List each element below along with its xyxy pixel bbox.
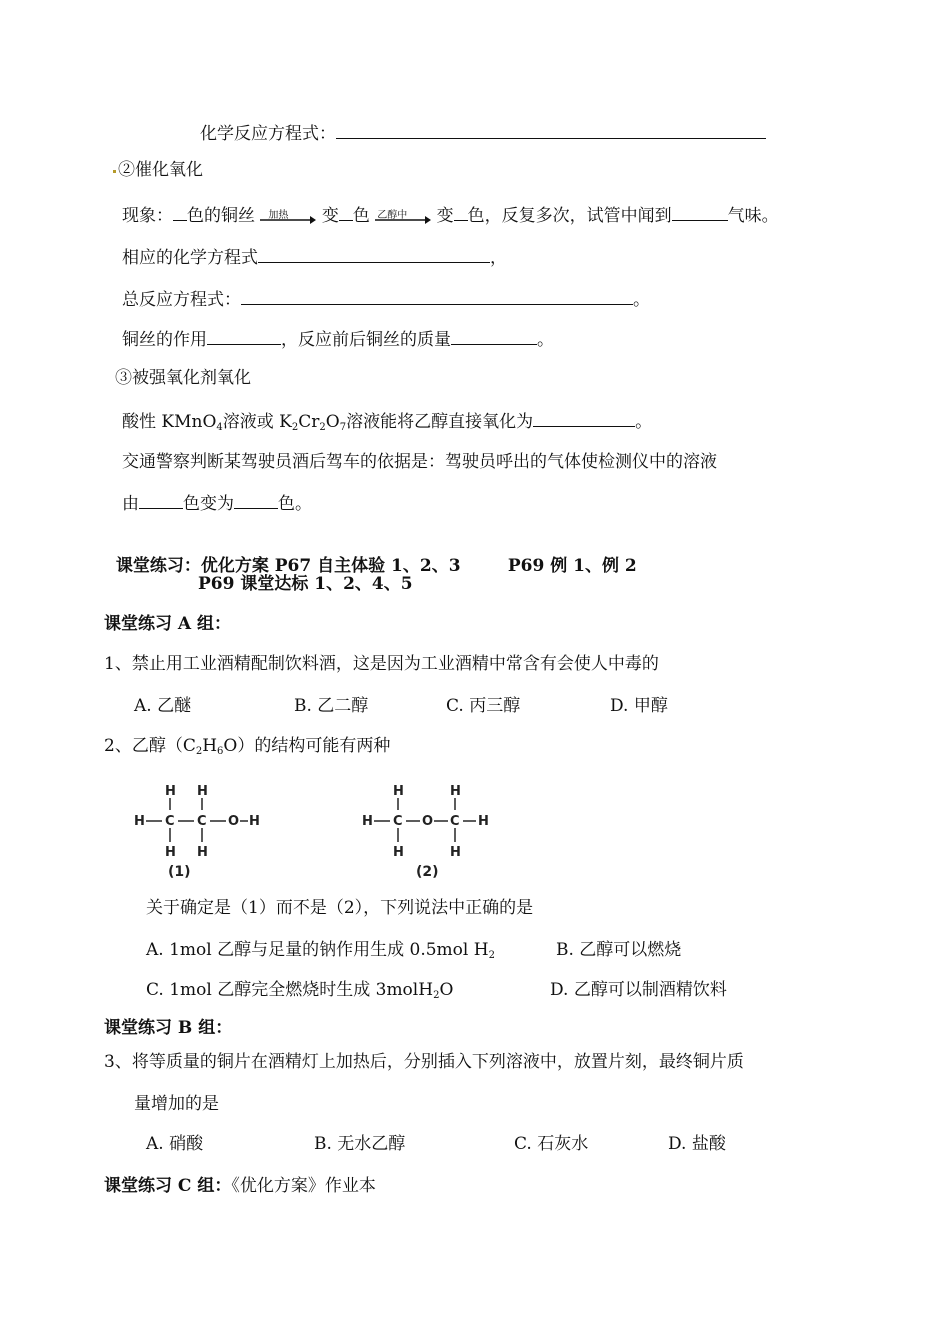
text: 2: [488, 950, 495, 961]
question-3-option-a[interactable]: [146, 1132, 203, 1156]
text: D. 盐酸: [668, 1134, 726, 1154]
text: 气味。: [727, 206, 779, 226]
question-1-option-c[interactable]: [446, 694, 520, 718]
group-c-line: [104, 1174, 376, 1198]
answer-blank[interactable]: [451, 326, 537, 345]
text: C. 1mol 乙醇完全燃烧时生成 3molH: [146, 980, 434, 1000]
atom-h: H: [450, 784, 461, 799]
text: H: [202, 736, 218, 756]
text: 《优化方案》作业本: [231, 1176, 376, 1196]
section-heading-catalytic: [113, 158, 203, 182]
text: A. 乙醚: [134, 696, 192, 716]
answer-blank[interactable]: [336, 120, 766, 139]
figure-label-2: (2): [416, 864, 439, 880]
answer-blank[interactable]: [454, 202, 468, 221]
practice-line-2: [198, 572, 413, 596]
question-3-stem-1: [104, 1050, 744, 1074]
text: 变: [321, 206, 339, 226]
text: 2: [195, 746, 203, 757]
ether-structure-2: [356, 772, 506, 882]
group-a-heading: [104, 612, 231, 636]
atom-c: C: [450, 814, 460, 829]
answer-blank[interactable]: [207, 326, 281, 345]
question-3-option-d[interactable]: [668, 1132, 726, 1156]
text: 色。: [278, 494, 312, 514]
answer-blank[interactable]: [173, 202, 187, 221]
equation-label: 化学反应方程式：: [200, 124, 336, 144]
atom-h: H: [393, 784, 404, 799]
answer-blank[interactable]: [672, 202, 728, 221]
text: 溶液或 K: [222, 412, 292, 432]
figure-label-1: (1): [168, 864, 191, 880]
text: B. 乙醇可以燃烧: [556, 940, 682, 960]
text: Cr: [298, 412, 320, 432]
question-2-option-d[interactable]: [550, 978, 727, 1002]
question-3-stem-2: [134, 1092, 219, 1116]
total-equation-line: [122, 286, 650, 312]
text: P69 课堂达标 1、2、4、5: [198, 574, 413, 594]
phenomenon-label: 现象：: [122, 206, 173, 226]
answer-blank[interactable]: [533, 408, 635, 427]
atom-h: H: [478, 814, 489, 829]
text: 2: [319, 422, 326, 433]
answer-blank[interactable]: [234, 490, 278, 509]
question-1-option-b[interactable]: [294, 694, 368, 718]
text: 。: [635, 412, 653, 432]
text: 。: [537, 330, 554, 350]
atom-c: C: [393, 814, 403, 829]
text: O）的结构可能有两种: [223, 736, 391, 756]
text: 2: [291, 422, 299, 433]
text: 6: [217, 746, 224, 757]
text: B. 乙二醇: [294, 696, 369, 716]
text: 总反应方程式：: [122, 290, 241, 310]
text: 交通警察判断某驾驶员酒后驾车的依据是：驾驶员呼出的气体使检测仪中的溶液: [122, 452, 717, 472]
text: 课堂练习 C 组：: [104, 1176, 232, 1196]
atom-h: H: [165, 784, 176, 799]
atom-h: H: [450, 845, 461, 860]
phenomenon-line: [122, 202, 779, 228]
text: 关于确定是（1）而不是（2），下列说法中正确的是: [146, 898, 534, 918]
ethanol-structure-1: [128, 772, 268, 882]
text: C. 石灰水: [514, 1134, 589, 1154]
arrow-right-icon: [375, 210, 431, 224]
question-2-option-a[interactable]: [146, 938, 495, 968]
text: 铜丝的作用: [122, 330, 207, 350]
atom-h: H: [362, 814, 373, 829]
text: ，: [490, 248, 507, 268]
text: A. 1mol 乙醇与足量的钠作用生成 0.5mol H: [146, 940, 489, 960]
text: 色的铜丝: [187, 206, 255, 226]
text: O: [325, 412, 340, 432]
text: 色变为: [183, 494, 234, 514]
text: 3、将等质量的铜片在酒精灯上加热后，分别插入下列溶液中，放置片刻，最终铜片质: [104, 1052, 744, 1072]
atom-h: H: [134, 814, 145, 829]
text: D. 甲醇: [610, 696, 668, 716]
answer-blank[interactable]: [339, 202, 353, 221]
text: 4: [216, 422, 223, 433]
text: ③被强氧化剂氧化: [115, 368, 251, 388]
text: 溶液能将乙醇直接氧化为: [346, 412, 534, 432]
text: 课堂练习：优化方案 P67 自主体验 1、2、3 P69 例 1、例 2: [115, 556, 637, 576]
practice-line-1: [104, 530, 637, 578]
text: 2: [433, 990, 440, 1001]
question-2-option-c[interactable]: [146, 978, 453, 1008]
atom-c: C: [165, 814, 175, 829]
atom-h: H: [393, 845, 404, 860]
marker-dot: [113, 170, 116, 173]
heat-arrow: [260, 210, 316, 224]
atom-h: H: [249, 814, 260, 829]
text: D. 乙醇可以制酒精饮料: [550, 980, 727, 1000]
color-change-line: [122, 490, 312, 516]
related-equation-line: [122, 244, 507, 270]
text: 相应的化学方程式: [122, 248, 258, 268]
text: B. 无水乙醇: [314, 1134, 406, 1154]
question-3-option-c[interactable]: [514, 1132, 588, 1156]
text: 色，反复多次，试管中闻到: [467, 206, 672, 226]
atom-h: H: [197, 784, 208, 799]
atom-h: H: [197, 845, 208, 860]
question-1-option-a[interactable]: [134, 694, 191, 718]
copper-role-line: [122, 326, 554, 352]
text: 课堂练习 A 组：: [104, 614, 232, 634]
heading-text: ②催化氧化: [118, 160, 203, 180]
question-1-option-d[interactable]: [610, 694, 668, 718]
arrow-right-icon: [260, 210, 316, 224]
text: ，反应前后铜丝的质量: [281, 330, 451, 350]
equation-line: [200, 120, 766, 146]
oxidant-line: [122, 408, 652, 440]
text: 量增加的是: [134, 1094, 219, 1114]
text: 1、禁止用工业酒精配制饮料酒，这是因为工业酒精中常含有会使人中毒的: [104, 654, 659, 674]
question-2-option-b[interactable]: [556, 938, 681, 962]
question-1-stem: [104, 652, 659, 676]
text: 。: [633, 290, 650, 310]
answer-blank[interactable]: [241, 286, 633, 305]
atom-o: O: [228, 814, 240, 829]
text: 色: [352, 206, 370, 226]
police-line: [122, 450, 717, 474]
atom-h: H: [165, 845, 176, 860]
text: A. 硝酸: [146, 1134, 204, 1154]
text: C. 丙三醇: [446, 696, 521, 716]
atom-o: O: [422, 814, 434, 829]
question-2-ask: [146, 896, 533, 920]
arrow-label: 乙醇中: [377, 209, 408, 221]
atom-c: C: [197, 814, 207, 829]
question-3-option-b[interactable]: [314, 1132, 405, 1156]
ethanol-arrow: [375, 210, 431, 224]
text: O: [439, 980, 454, 1000]
text: 课堂练习 B 组：: [104, 1018, 233, 1038]
section-heading-strong-oxidant: [115, 366, 251, 390]
group-b-heading: [104, 1016, 232, 1040]
answer-blank[interactable]: [258, 244, 490, 263]
arrow-label: 加热: [268, 209, 289, 221]
text: 变: [436, 206, 454, 226]
answer-blank[interactable]: [139, 490, 183, 509]
text: 7: [339, 422, 347, 433]
text: 由: [122, 494, 139, 514]
text: 酸性 KMnO: [122, 412, 217, 432]
text: 2、乙醇（C: [104, 736, 196, 756]
question-2-stem: [104, 734, 390, 764]
